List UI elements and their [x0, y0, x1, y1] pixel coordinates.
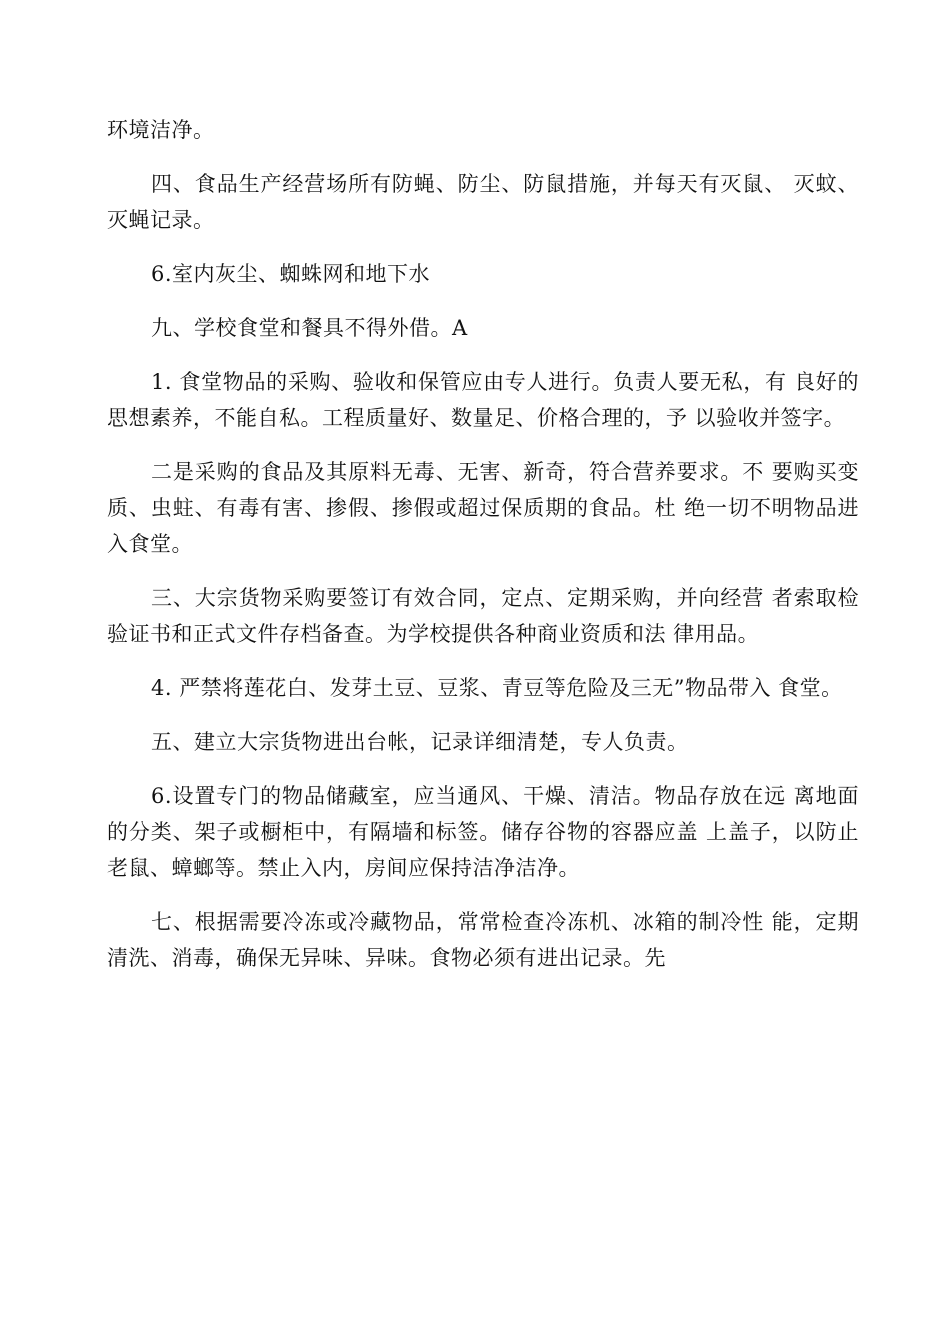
paragraph-7-refrigeration: 七、根据需要冷冻或冷藏物品，常常检查冷冻机、冰箱的制冷性 能，定期清洗、消毒，确保无异味、异味。食物必须有进出记录。先 [107, 910, 859, 970]
paragraph-9-tableware: 九、学校食堂和餐具不得外借。A [151, 316, 468, 340]
paragraph-4-pest-control: 四、食品生产经营场所有防蝇、防尘、防鼠措施，并每天有灭鼠、 灭蚊、灭蝇记录。 [107, 172, 859, 232]
document-body [107, 112, 859, 976]
paragraph-3-contracts: 三、大宗货物采购要签订有效合同，定点、定期采购，并向经营 者索取检验证书和正式文件存档备查。为学校提供各种商业资质和法 律用品。 [107, 586, 859, 646]
paragraph-1-purchasing: 1. 食堂物品的采购、验收和保管应由专人进行。负责人要无私，有 良好的思想素养，不能自私。工程质量好、数量足、价格合理的，予 以验收并签字。 [107, 370, 859, 430]
paragraph-6-storage-room: 6.设置专门的物品储藏室，应当通风、干燥、清洁。物品存放在远 离地面的分类、架子或橱柜中，有隔墙和标签。储存谷物的容器应盖 上盖子，以防止老鼠、蟑螂等。禁止入内，房间应保持洁净洁净。 [107, 784, 859, 880]
paragraph-continuation: 环境洁净。 [107, 118, 215, 142]
paragraph-4-prohibited-items: 4. 严禁将莲花白、发芽土豆、豆浆、青豆等危险及三无”物品带入 食堂。 [151, 676, 843, 700]
paragraph-5-ledger: 五、建立大宗货物进出台帐，记录详细清楚，专人负责。 [151, 730, 689, 754]
paragraph-2-food-safety: 二是采购的食品及其原料无毒、无害、新奇，符合营养要求。不 要购买变质、虫蛀、有毒有害、掺假、掺假或超过保质期的食品。杜 绝一切不明物品进入食堂。 [107, 460, 859, 556]
paragraph-6-indoor-dust: 6.室内灰尘、蜘蛛网和地下水 [151, 262, 431, 286]
